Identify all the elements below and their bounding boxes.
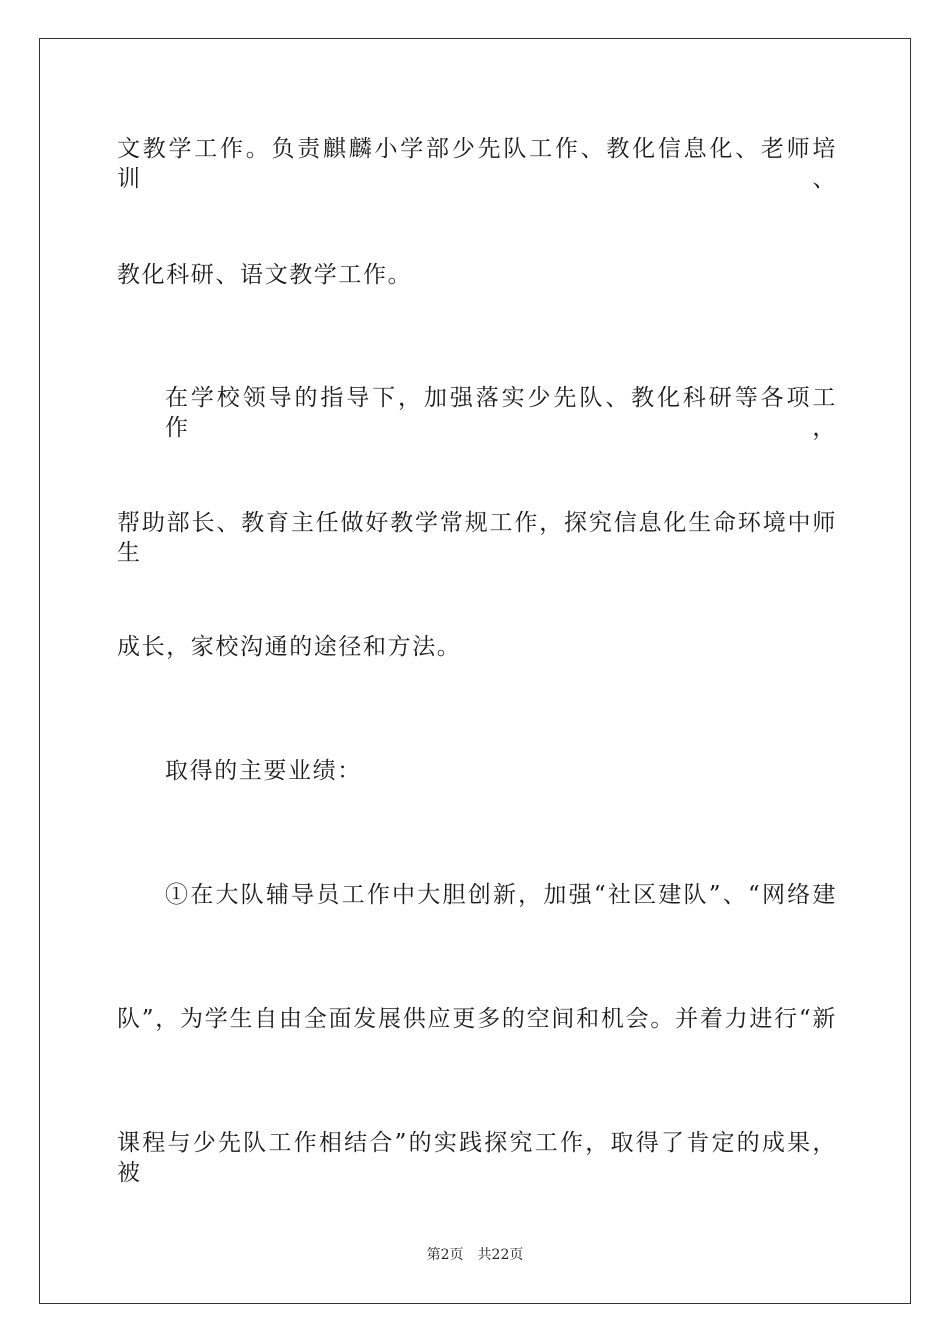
total-page-count: 共22页 — [477, 1247, 524, 1263]
page-footer — [0, 1246, 950, 1264]
body-text-line: 教化科研、语文教学工作。 — [117, 262, 413, 288]
body-text-line: 在学校领导的指导下，加强落实少先队、教化科研等各项工作， — [165, 385, 837, 441]
section-heading: 取得的主要业绩： — [165, 758, 362, 784]
page-border — [39, 38, 911, 1304]
body-text-line: 课程与少先队工作相结合”的实践探究工作，取得了肯定的成果，被 — [117, 1130, 837, 1186]
current-page-number: 第2页 — [426, 1247, 464, 1263]
body-text-line: 帮助部长、教育主任做好教学常规工作，探究信息化生命环境中师生 — [117, 510, 837, 566]
body-text-line: 文教学工作。负责麒麟小学部少先队工作、教化信息化、老师培训、 — [117, 136, 837, 192]
body-text-line: ①在大队辅导员工作中大胆创新，加强“社区建队”、“网络建 — [165, 882, 837, 908]
body-text-line: 成长，家校沟通的途径和方法。 — [117, 634, 462, 660]
body-text-line: 队”，为学生自由全面发展供应更多的空间和机会。并着力进行“新 — [117, 1006, 837, 1032]
